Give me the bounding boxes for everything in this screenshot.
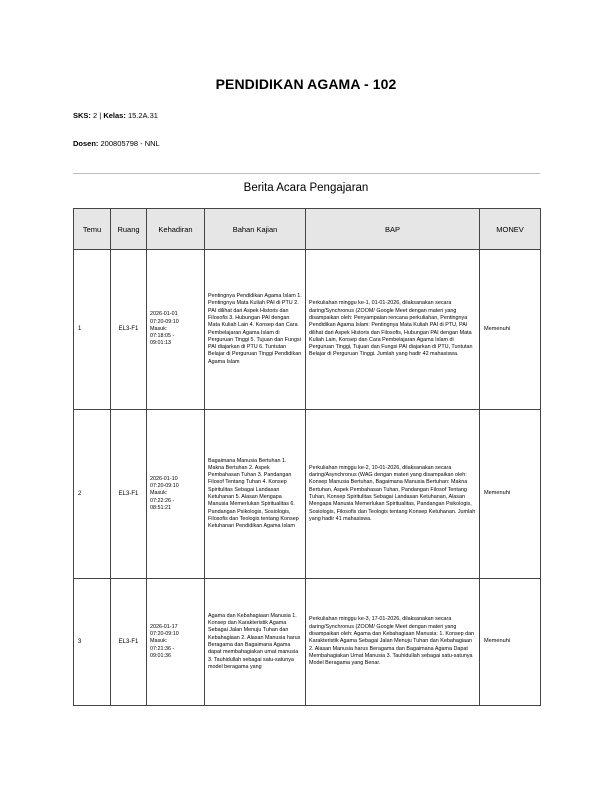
header-temu: Temu <box>74 209 111 250</box>
cell-bap: Perkuliahan minggu ke-3, 17-01-2026, dilaksanakan secara daring/Synchronus (ZOOM/ Google Meet dengan materi yang disampaikan oleh: Agama dan Kebahagiaan Manusia: 1. Konsep dan Karakteristik Agama Sebagai Jalan Menuju Tuhan dan Kebahagiaan 2. Alasan Manusia harus Beragama dan Bagaimana Agama Dapat Membahagiakan Umat Manusia 3. Tauhidullah sebagai satu-satunya Model Beragama yang Benar. <box>306 579 480 706</box>
attendance-date: 2026-01-01 <box>150 311 178 318</box>
cell-bahan-kajian: Pentingnya Pendidikan Agama Islam 1. Pentingnya Mata Kuliah PAI di PTU 2. PAI dilihat dari Aspek Historis dan Filosofis 3. Hubungan PAI dengan Mata Kuliah Lain 4. Konsep dan Cara Pembelajaran Agama Islam di Perguruan Tinggi 5. Tujuan dan Fungsi PAI diajarkan di PTU 6. Tuntutan Belajar di Perguruan Tinggi Pendidikan Agama Islam <box>205 250 306 410</box>
attendance-label: Masuk: <box>150 490 168 497</box>
dosen-value: 200805798 - NNL <box>100 139 160 148</box>
sks-label: SKS: <box>73 111 91 120</box>
attendance-time: 07:20-09:10 <box>150 318 179 325</box>
attendance-label: Masuk: <box>150 638 168 645</box>
attendance-in: 07:21:36 - <box>150 645 175 652</box>
teaching-record-table <box>73 208 541 706</box>
cell-kehadiran <box>147 410 205 579</box>
cell-monev: Memenuhi <box>480 410 541 579</box>
cell-bap: Perkuliahan minggu ke-1, 01-01-2026, dilaksanakan secara daring/Synchronus (ZOOM/ Google Meet dengan materi yang disampaikan oleh: Penyampaian rencana perkuliahan, Pentingnya Pendidikan Agama Islam: Pentingnya Mata Kuliah PAI di PTU, PAI dilihat dari Aspek Historis dan Filosofis, Hubungan PAI dengan Mata Kuliah Lain, Konsep dan Cara Pembelajaran Agama Islam di Perguruan Tinggi, Tujuan dan Fungsi PAI diajarkan di PTU, Tuntutan Belajar di Perguruan Tinggi. Jumlah yang hadir 42 mahasiswa. <box>306 250 480 410</box>
header-bap: BAP <box>306 209 480 250</box>
cell-ruang: EL3-F1 <box>111 250 147 410</box>
cell-ruang: EL3-F1 <box>111 410 147 579</box>
table-row <box>74 410 541 579</box>
dosen-label: Dosen: <box>73 139 99 148</box>
cell-monev: Memenuhi <box>480 250 541 410</box>
lecturer-line <box>73 139 160 148</box>
attendance-time: 07:20-09:10 <box>150 483 179 490</box>
attendance-out: 09:01:36 <box>150 652 171 659</box>
attendance-time: 07:20-09:10 <box>150 631 179 638</box>
cell-bahan-kajian: Bagaimana Manusia Bertuhan 1. Makna Bertuhan 2. Aspek Pembahasan Tuhan 3. Pandangan Filosof Tentang Tuhan 4. Konsep Spiritulitas Sebagai Landasan Ketuhanan 5. Alasan Mengapa Manusia Memerlukan Spiritualitas 6. Pandangan Psikologis, Sosiologis, Filosofis dan Teologis tentang Konsep Ketuhanan Pendidikan Agama Islam <box>205 410 306 579</box>
cell-temu: 2 <box>74 410 111 579</box>
cell-bap: Perkuliahan minggu ke-2, 10-01-2026, dilaksanakan secara daring/Asynchronus (WAG dengan materi yang disampaikan oleh: Konsep Manusia Bertuhan, Bagaimana Manusia Bertuhan: Makna Bertuhan, Aspek Pembahasan Tuhan, Pandangan Filosof Tentang Tuhan, Konsep Spiritulitas Sebagai Landasan Ketuhanan, Alasan Mengapa Manusia Memerlukan Spiritualitas, Pandangan Psikologis, Sosiologis, Filosofis dan Teologis tentang Konsep Ketuhanan. Jumlah yang hadir 41 mahasiswa. <box>306 410 480 579</box>
sks-value: 2 <box>93 111 98 120</box>
course-meta-line <box>73 111 158 120</box>
attendance-date: 2026-01-10 <box>150 475 178 482</box>
header-monev: MONEV <box>480 209 541 250</box>
table-row <box>74 579 541 706</box>
header-ruang: Ruang <box>111 209 147 250</box>
meta-separator: | <box>99 111 102 120</box>
cell-ruang: EL3-F1 <box>111 579 147 706</box>
attendance-in: 07:22:26 - <box>150 497 175 504</box>
kelas-label: Kelas: <box>103 111 126 120</box>
table-row <box>74 250 541 410</box>
cell-bahan-kajian: Agama dan Kebahagiaan Manusia 1. Konsep dan Karakteristik Agama Sebagai Jalan Menuju Tuhan dan Kebahagiaan 2. Alasan Manusia harus Beragama dan Bagaimana Agama dapat membahagiakan umat manusia 3. Tauhidullah sebagai satu-satunya model beragama yang <box>205 579 306 706</box>
document-title: PENDIDIKAN AGAMA - 102 <box>215 76 397 92</box>
header-kehadiran: Kehadiran <box>147 209 205 250</box>
cell-kehadiran <box>147 250 205 410</box>
cell-temu: 1 <box>74 250 111 410</box>
kelas-value: 15.2A.31 <box>127 111 158 120</box>
section-title: Berita Acara Pengajaran <box>243 182 369 194</box>
attendance-date: 2026-01-17 <box>150 623 178 630</box>
attendance-out: 09:01:13 <box>150 340 171 347</box>
attendance-label: Masuk: <box>150 325 168 332</box>
table-header-row <box>74 209 541 250</box>
header-bahan-kajian: Bahan Kajian <box>205 209 306 250</box>
cell-temu: 3 <box>74 579 111 706</box>
cell-kehadiran <box>147 579 205 706</box>
attendance-in: 07:18:05 - <box>150 333 175 340</box>
divider <box>73 173 540 174</box>
attendance-out: 08:51:21 <box>150 504 171 511</box>
cell-monev: Memenuhi <box>480 579 541 706</box>
